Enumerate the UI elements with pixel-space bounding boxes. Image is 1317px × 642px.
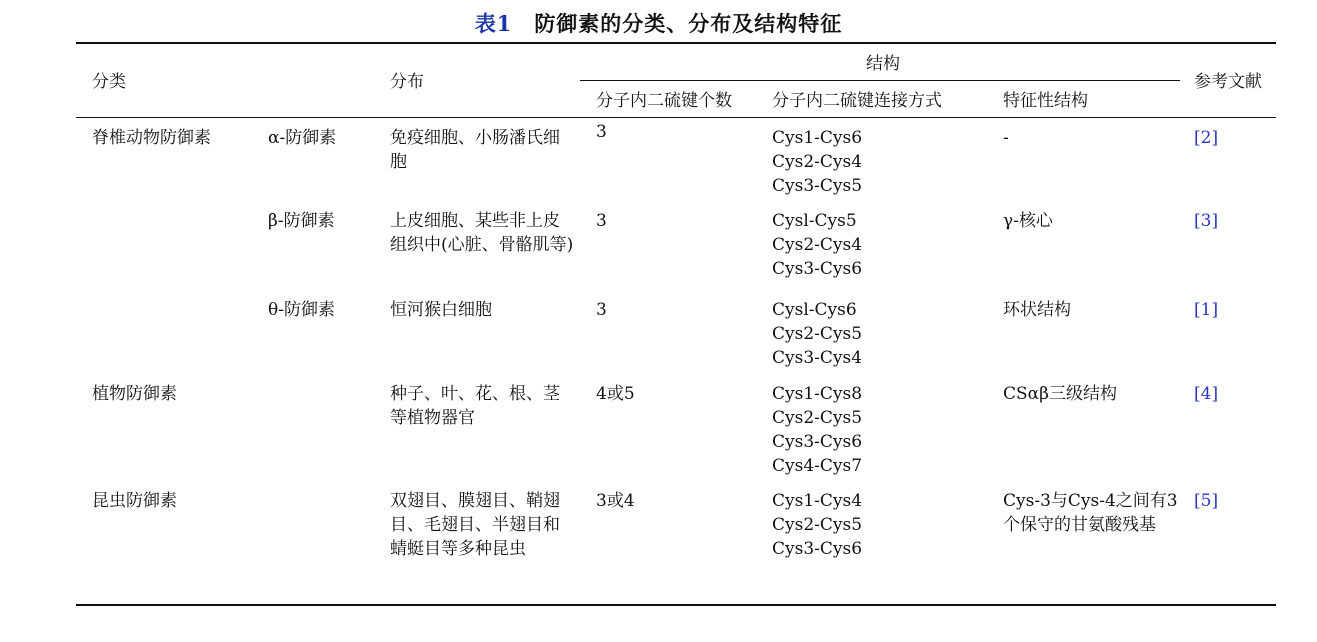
row-distribution: 上皮细胞、某些非上皮组织中(心脏、骨骼肌等) bbox=[390, 211, 574, 255]
reference-link[interactable]: [4] bbox=[1194, 384, 1219, 404]
row-disulfide-count: 3 bbox=[596, 122, 607, 142]
row-feature: 环状结构 bbox=[1003, 300, 1071, 320]
row-disulfide-count: 3或4 bbox=[596, 491, 635, 511]
row-distribution: 双翅目、膜翅目、鞘翅目、毛翅目、半翅目和蜻蜓目等多种昆虫 bbox=[390, 491, 560, 559]
structure-subheader-rule bbox=[580, 80, 1180, 81]
top-rule bbox=[76, 42, 1276, 44]
row-distribution: 恒河猴白细胞 bbox=[390, 300, 492, 320]
row-connection-2: Cys2-Cys5 bbox=[772, 324, 863, 344]
table-title: 防御素的分类、分布及结构特征 bbox=[534, 11, 843, 36]
row-subclass: θ-防御素 bbox=[268, 300, 335, 320]
row-disulfide-count: 4或5 bbox=[596, 384, 635, 404]
table-number: 表1 bbox=[474, 11, 513, 36]
row-connection-2: Cys2-Cys5 bbox=[772, 408, 863, 428]
header-disulfide-connection: 分子内二硫键连接方式 bbox=[772, 91, 942, 111]
row-connection-3: Cys3-Cys6 bbox=[772, 432, 863, 452]
header-feature: 特征性结构 bbox=[1003, 91, 1088, 111]
row-feature: Cys-3与Cys-4之间有3个保守的甘氨酸残基 bbox=[1003, 491, 1178, 535]
row-connection-3: Cys3-Cys4 bbox=[772, 348, 863, 368]
row-feature: - bbox=[1003, 128, 1009, 148]
row-group-plant: 植物防御素 bbox=[92, 384, 177, 404]
row-group-vertebrate: 脊椎动物防御素 bbox=[92, 128, 211, 148]
bottom-rule bbox=[76, 604, 1276, 606]
row-group-insect: 昆虫防御素 bbox=[92, 491, 177, 511]
header-reference: 参考文献 bbox=[1194, 72, 1262, 92]
header-disulfide-count: 分子内二硫键个数 bbox=[596, 91, 732, 111]
header-bottom-rule bbox=[76, 117, 1276, 118]
row-subclass: β-防御素 bbox=[268, 211, 335, 231]
row-connection-2: Cys2-Cys4 bbox=[772, 152, 863, 172]
row-subclass: α-防御素 bbox=[268, 128, 337, 148]
reference-link[interactable]: [1] bbox=[1194, 300, 1219, 320]
row-connection-1: Cys1-Cys8 bbox=[772, 384, 863, 404]
reference-link[interactable]: [3] bbox=[1194, 211, 1219, 231]
row-connection-4: Cys4-Cys7 bbox=[772, 456, 863, 476]
row-connection-1: Cys1-Cys4 bbox=[772, 491, 863, 511]
row-connection-3: Cys3-Cys6 bbox=[772, 539, 863, 559]
row-connection-2: Cys2-Cys4 bbox=[772, 235, 863, 255]
header-class: 分类 bbox=[92, 72, 126, 92]
row-connection-1: Cysl-Cys6 bbox=[772, 300, 857, 320]
reference-link[interactable]: [5] bbox=[1194, 491, 1219, 511]
row-feature: γ-核心 bbox=[1003, 211, 1053, 231]
header-distribution: 分布 bbox=[390, 72, 424, 92]
row-connection-2: Cys2-Cys5 bbox=[772, 515, 863, 535]
row-disulfide-count: 3 bbox=[596, 211, 607, 231]
row-disulfide-count: 3 bbox=[596, 300, 607, 320]
reference-link[interactable]: [2] bbox=[1194, 128, 1219, 148]
row-feature: CSαβ三级结构 bbox=[1003, 384, 1117, 404]
row-distribution: 种子、叶、花、根、茎等植物器官 bbox=[390, 384, 560, 428]
table-caption bbox=[0, 8, 1317, 38]
row-connection-3: Cys3-Cys5 bbox=[772, 176, 863, 196]
row-connection-3: Cys3-Cys6 bbox=[772, 259, 863, 279]
row-connection-1: Cys1-Cys6 bbox=[772, 128, 863, 148]
header-structure: 结构 bbox=[866, 54, 900, 74]
row-connection-1: Cysl-Cys5 bbox=[772, 211, 857, 231]
row-distribution: 免疫细胞、小肠潘氏细胞 bbox=[390, 128, 560, 172]
